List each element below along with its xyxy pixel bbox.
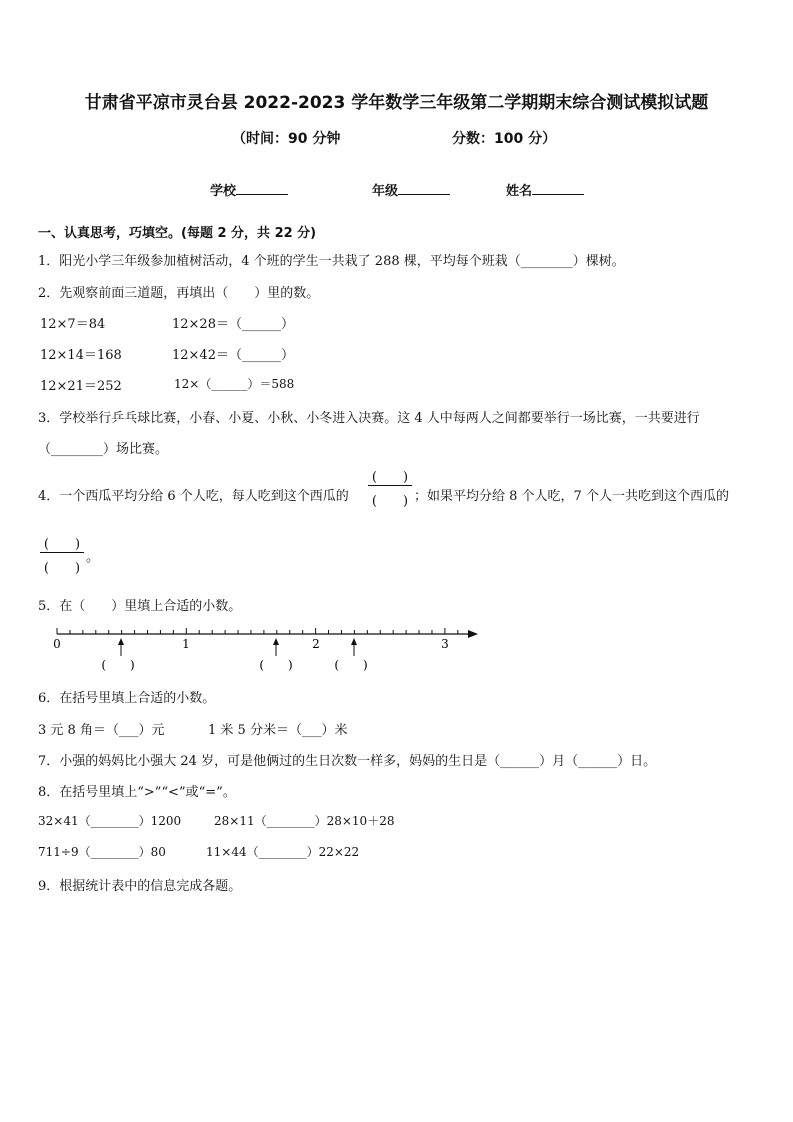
question-2: 2．先观察前面三道题，再填出（ ）里的数。	[38, 286, 320, 301]
number-line-arrow	[468, 630, 478, 638]
question-8: 8．在括号里填上“>”“<”或“=”。	[38, 785, 236, 800]
question-1: 1．阳光小学三年级参加植树活动，4 个班的学生一共栽了 288 棵，平均每个班栽（________）棵树。	[38, 254, 625, 269]
exam-time: （时间：90 分钟	[232, 131, 341, 147]
school-blank[interactable]	[236, 180, 288, 195]
tick-label-3: 3	[441, 637, 449, 651]
question-4-part2: ；如果平均分给 8 个人吃，7 个人一共吃到这个西瓜的	[414, 489, 729, 504]
exam-score: 分数：100 分）	[452, 131, 557, 147]
school-label: 学校	[210, 184, 237, 199]
question-6: 6．在括号里填上合适的小数。	[38, 691, 216, 706]
pointer-arrow-3	[351, 638, 357, 656]
question-3-line1: 3．学校举行乒乓球比赛，小春、小夏、小秋、小冬进入决赛。这 4 人中每两人之间都要举行一场比赛，一共要进行	[38, 411, 700, 426]
tick-label-2: 2	[312, 637, 320, 651]
name-label: 姓名	[506, 184, 533, 199]
q8-row1-b: 28×11（________）28×10＋28	[214, 814, 395, 828]
q2-row2-right: 12×42＝（______）	[172, 348, 294, 363]
fraction-denominator: ( )	[43, 561, 81, 576]
page-title: 甘肃省平凉市灵台县 2022-2023 学年数学三年级第二学期期末综合测试模拟试题	[84, 93, 709, 113]
grade-blank[interactable]	[398, 180, 450, 195]
answer-blank-2[interactable]: ( )	[259, 658, 293, 672]
tick-label-0: 0	[53, 637, 61, 651]
school-field[interactable]	[210, 180, 288, 199]
q8-row2-b: 11×44（________）22×22	[206, 845, 360, 859]
q2-row1-left: 12×7＝84	[40, 317, 106, 332]
question-7: 7．小强的妈妈比小强大 24 岁，可是他俩过的生日次数一样多，妈妈的生日是（______）月（______）日。	[38, 754, 657, 769]
question-3-line2: （________）场比赛。	[38, 442, 169, 457]
q2-row3-left: 12×21＝252	[40, 379, 122, 394]
q4-fraction-1[interactable]	[368, 466, 412, 509]
grade-field[interactable]	[372, 180, 450, 199]
q4-fraction-2[interactable]	[40, 533, 84, 576]
pointer-arrow-2	[273, 638, 279, 656]
tick-label-1: 1	[182, 637, 190, 651]
question-4-end: 。	[86, 550, 100, 565]
section-title: 一、认真思考，巧填空。(每题 2 分，共 22 分)	[38, 226, 317, 241]
fraction-bar	[368, 485, 412, 486]
fraction-denominator: ( )	[371, 494, 409, 509]
fraction-numerator: ( )	[43, 537, 81, 552]
fraction-bar	[40, 552, 84, 553]
name-blank[interactable]	[532, 180, 584, 195]
q2-row3-right: 12×（______）＝588	[174, 377, 295, 391]
fraction-numerator: ( )	[371, 470, 409, 485]
question-5: 5．在（ ）里填上合适的小数。	[38, 599, 242, 614]
q2-row1-right: 12×28＝（______）	[172, 317, 294, 332]
answer-blank-3[interactable]: ( )	[334, 658, 368, 672]
pointer-arrow-1	[118, 638, 124, 656]
q6-item-b: 1 米 5 分米＝（___）米	[208, 723, 348, 738]
q8-row2-a: 711÷9（________）80	[38, 845, 166, 859]
number-line	[40, 620, 490, 676]
answer-blank-1[interactable]: ( )	[101, 658, 135, 672]
grade-label: 年级	[372, 184, 399, 199]
name-field[interactable]	[506, 180, 584, 199]
q6-item-a: 3 元 8 角＝（___）元	[38, 723, 165, 738]
q8-row1-a: 32×41（________）1200	[38, 814, 182, 828]
question-4-part1: 4．一个西瓜平均分给 6 个人吃，每人吃到这个西瓜的	[38, 489, 349, 504]
question-9: 9．根据统计表中的信息完成各题。	[38, 879, 242, 894]
q2-row2-left: 12×14＝168	[40, 348, 122, 363]
